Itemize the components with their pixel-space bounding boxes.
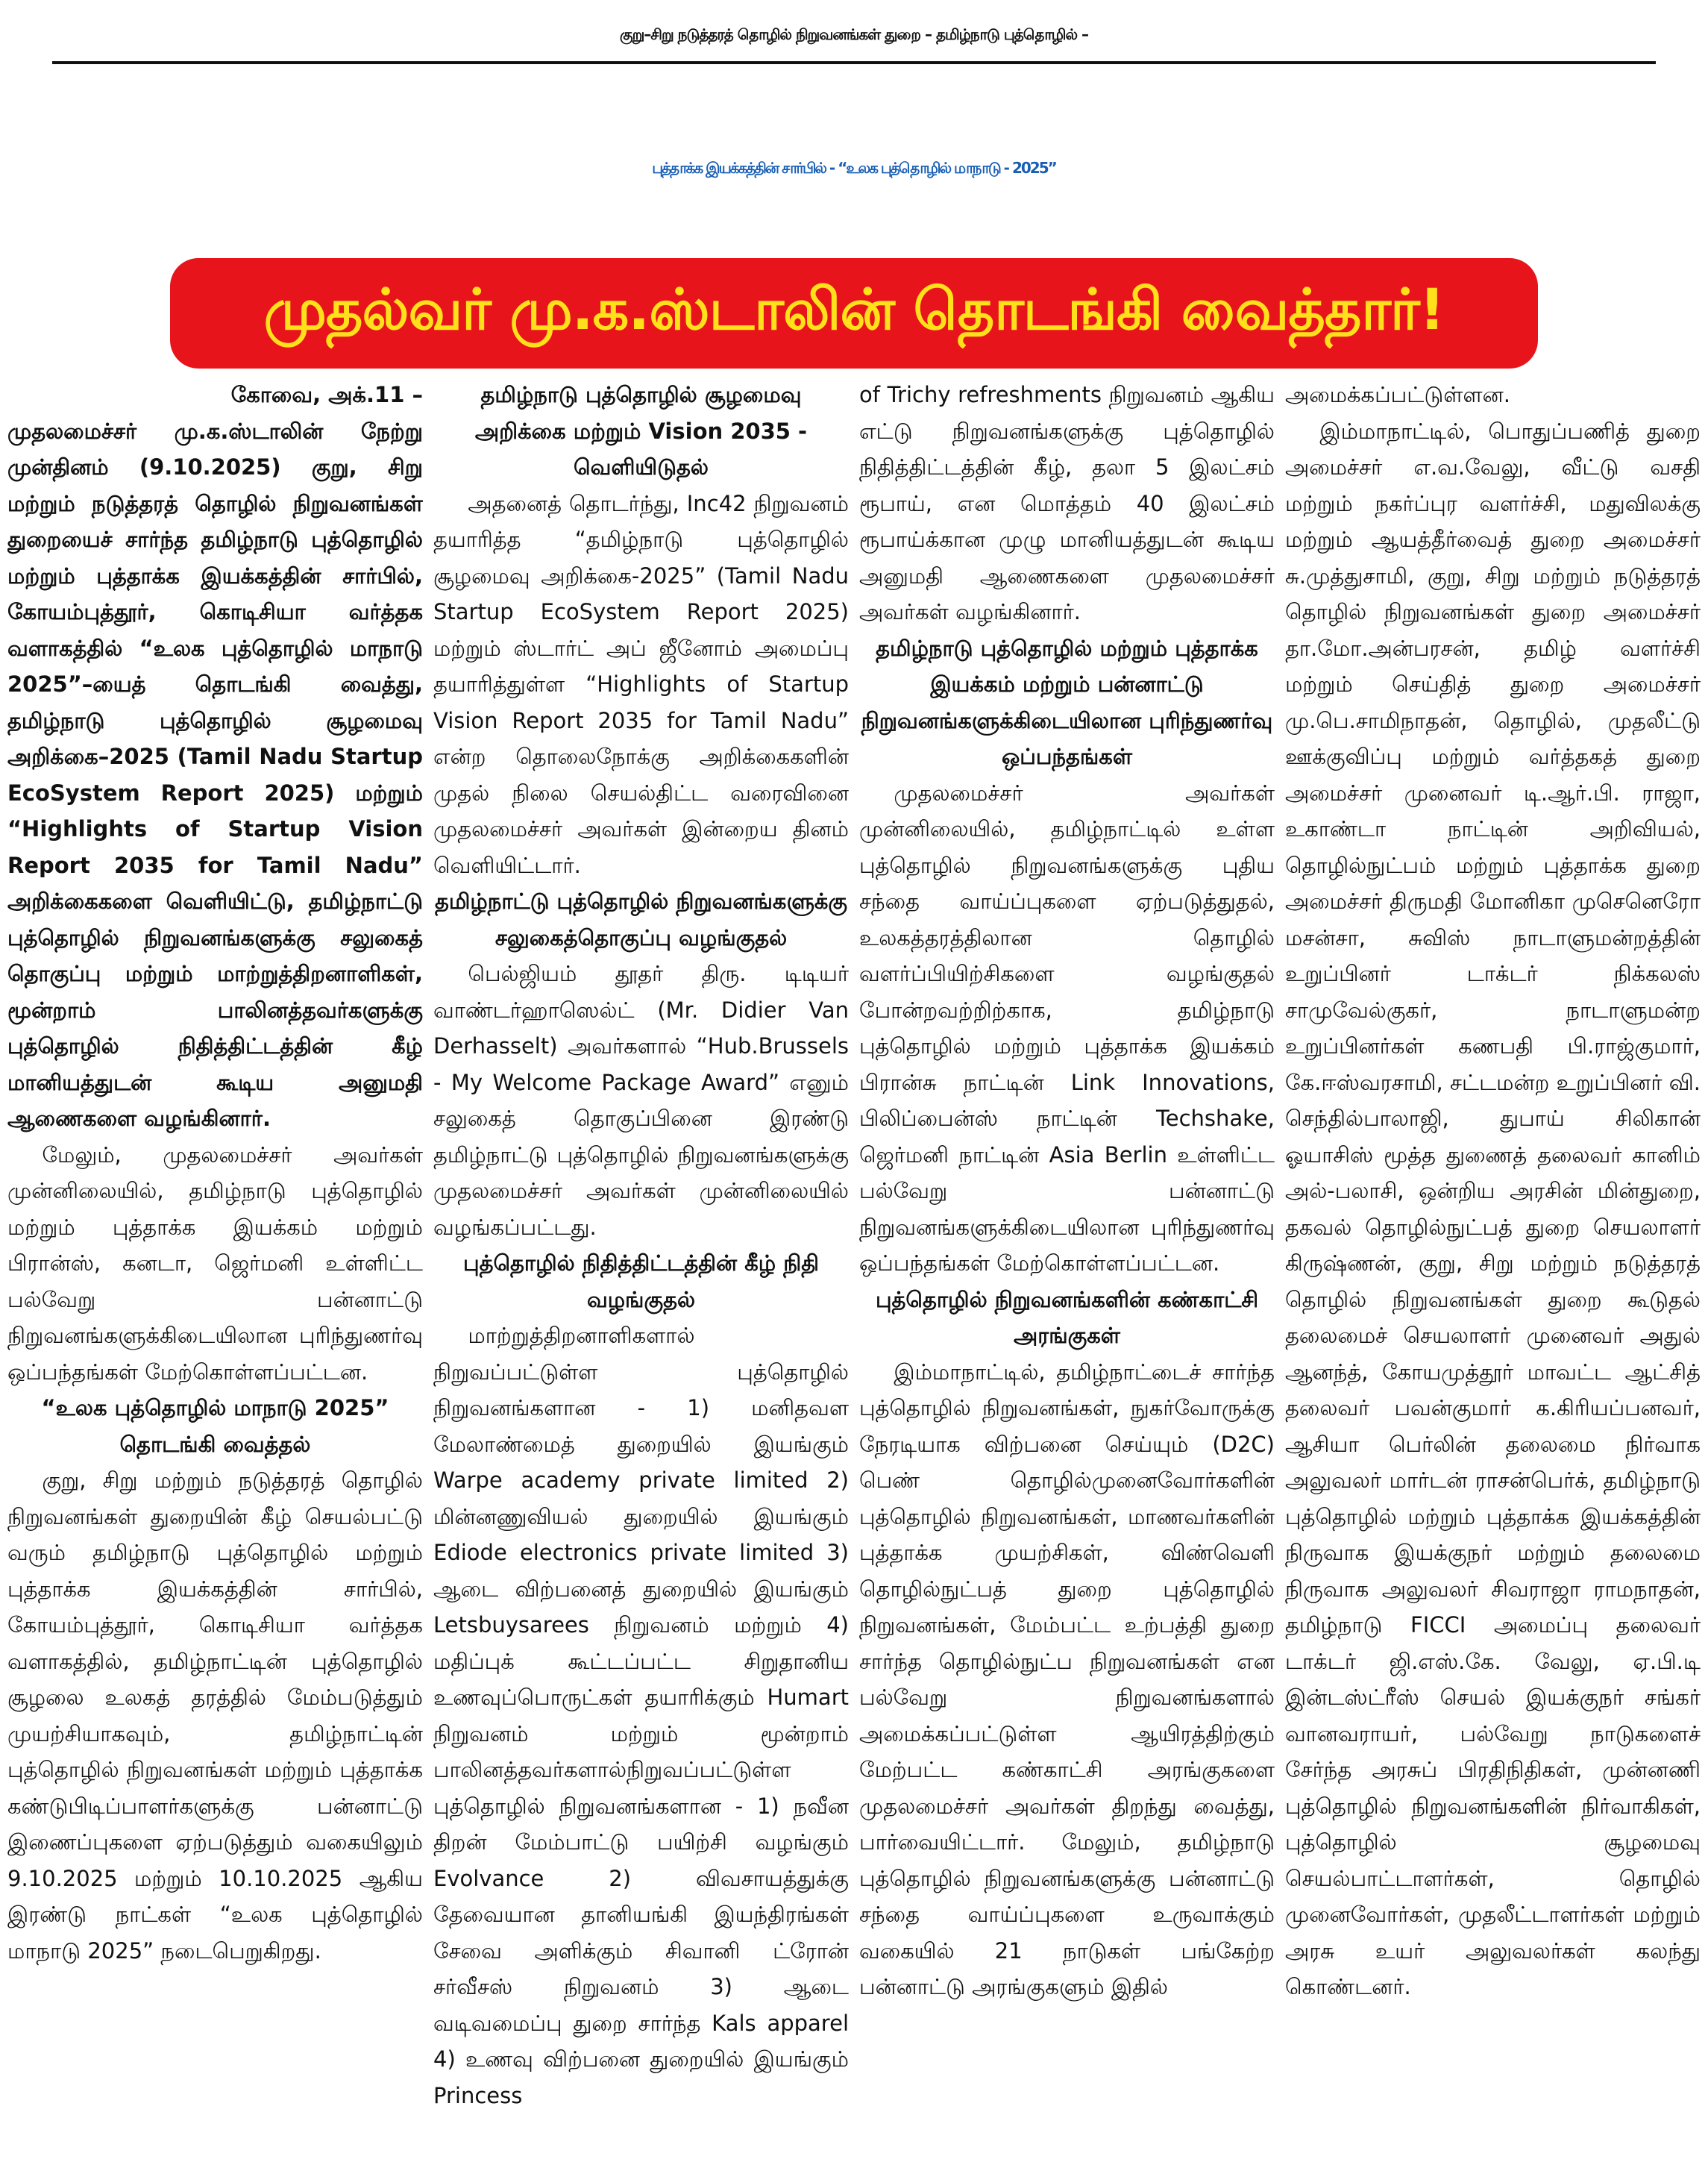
column-1 — [7, 377, 423, 2156]
paragraph: இம்மாநாட்டில், பொதுப்பணித் துறை அமைச்சர் எ.வ.வேலு, வீட்டு வசதி மற்றும் நகர்ப்புர வளர்ச்சி, மதுவிலக்கு மற்றும் ஆயத்தீர்வைத் துறை அமைச்சர் சு.முத்துசாமி, குறு, சிறு மற்றும் நடுத்தரத் தொழில் நிறுவனங்கள் துறை அமைச்சர் தா.மோ.அன்பரசன், தமிழ் வளர்ச்சி மற்றும் செய்தித் துறை அமைச்சர் மு.பெ.சாமிநாதன், தொழில், முதலீட்டு ஊக்குவிப்பு மற்றும் வர்த்தகத் துறை அமைச்சர் முனைவர் டி.ஆர்.பி. ராஜா, உகாண்டா நாட்டின் அறிவியல், தொழில்நுட்பம் மற்றும் புத்தாக்க துறை அமைச்சர் திருமதி மோனிகா முசெனெரோ மசன்சா, சுவிஸ் நாடாளுமன்றத்தின் உறுப்பினர் டாக்டர் நிக்கலஸ் சாமுவேல்குகர், நாடாளுமன்ற உறுப்பினர்கள் கணபதி பி.ராஜ்குமார், கே.ஈஸ்வரசாமி, சட்டமன்ற உறுப்பினர் வி. செந்தில்பாலாஜி, துபாய் சிலிகான் ஓயாசிஸ் மூத்த துணைத் தலைவர் கானிம் அல்-பலாசி, ஒன்றிய அரசின் மின்துறை, தகவல் தொழில்நுட்பத் துறை செயலாளர் கிருஷ்ணன், குறு, சிறு மற்றும் நடுத்தரத் தொழில் நிறுவனங்கள் துறை கூடுதல் தலைமைச் செயலாளர் முனைவர் அதுல் ஆனந்த், கோயமுத்தூர் மாவட்ட ஆட்சித் தலைவர் பவன்குமார் க.கிரியப்பனவர், ஆசியா பெர்லின் தலைமை நிர்வாக அலுவலர் மார்டன் ராசன்பெர்க், தமிழ்நாடு புத்தொழில் மற்றும் புத்தாக்க இயக்கத்தின் நிருவாக இயக்குநர் மற்றும் தலைமை நிருவாக அலுவலர் சிவராஜா ராமநாதன், தமிழ்நாடு FICCI அமைப்பு தலைவர் டாக்டர் ஜி.எஸ்.கே. வேலு, ஏ.பி.டி இன்டஸ்ட்ரீஸ் செயல் இயக்குநர் சங்கர் வானவராயர், பல்வேறு நாடுகளைச் சேர்ந்த அரசுப் பிரதிநிதிகள், முன்னணி புத்தொழில் நிறுவனங்களின் நிர்வாகிகள், புத்தொழில் சூழமைவு செயல்பாட்டாளர்கள், தொழில் முனைவோர்கள், முதலீட்டாளர்கள் மற்றும் அரசு உயர் அலுவலர்கள் கலந்து கொண்டனர். — [1285, 418, 1701, 1999]
section-heading: தமிழ்நாடு புத்தொழில் சூழமைவு அறிக்கை மற்றும் Vision 2035 - வெளியிடுதல் — [474, 382, 808, 480]
headline-banner — [170, 258, 1538, 369]
section-heading: தமிழ்நாட்டு புத்தொழில் நிறுவனங்களுக்கு சலுகைத்தொகுப்பு வழங்குதல் — [434, 889, 848, 950]
column-2 — [433, 377, 849, 2156]
paragraph: of Trichy refreshments நிறுவனம் ஆகிய எட்டு நிறுவனங்களுக்கு புத்தொழில் நிதித்திட்டத்தின் கீழ், தலா 5 இலட்சம் ரூபாய், என மொத்தம் 40 இலட்சம் ரூபாய்க்கான முழு மானியத்துடன் கூடிய அனுமதி ஆணைகளை முதலமைச்சர் அவர்கள் வழங்கினார். — [859, 382, 1275, 624]
dateline: கோவை, அக்.11 – — [230, 382, 423, 407]
paragraph: இம்மாநாட்டில், தமிழ்நாட்டைச் சார்ந்த புத்தொழில் நிறுவனங்கள், நுகர்வோருக்கு நேரடியாக விற்பனை செய்யும் (D2C) பெண் தொழில்முனைவோர்களின் புத்தொழில் நிறுவனங்கள், மாணவர்களின் புத்தாக்க முயற்சிகள், விண்வெளி தொழில்நுட்பத் துறை புத்தொழில் நிறுவனங்கள், மேம்பட்ட உற்பத்தி துறை சார்ந்த தொழில்நுட்ப நிறுவனங்கள் என பல்வேறு நிறுவனங்களால் அமைக்கப்பட்டுள்ள ஆயிரத்திற்கும் மேற்பட்ட கண்காட்சி அரங்குகளை முதலமைச்சர் அவர்கள் திறந்து வைத்து, பார்வையிட்டார். மேலும், தமிழ்நாடு புத்தொழில் நிறுவனங்களுக்கு பன்னாட்டு சந்தை வாய்ப்புகளை உருவாக்கும் வகையில் 21 நாடுகள் பங்கேற்ற பன்னாட்டு அரங்குகளும் இதில் — [859, 1359, 1275, 1999]
ministry-line: குறு–சிறு நடுத்தரத் தொழில் நிறுவனங்கள் துறை – தமிழ்நாடு புத்தொழில் – — [619, 25, 1089, 43]
paragraph: முதலமைச்சர் அவர்கள் முன்னிலையில், தமிழ்நாட்டில் உள்ள புத்தொழில் நிறுவனங்களுக்கு புதிய சந்தை வாய்ப்புகளை ஏற்படுத்துதல், உலகத்தரத்திலான தொழில் வளர்ப்பியிற்சிகளை வழங்குதல் போன்றவற்றிற்காக, தமிழ்நாடு புத்தொழில் மற்றும் புத்தாக்க இயக்கம் பிரான்சு நாட்டின் Link Innovations, பிலிப்பைன்ஸ் நாட்டின் Techshake, ஜெர்மனி நாட்டின் Asia Berlin உள்ளிட்ட பல்வேறு பன்னாட்டு நிறுவனங்களுக்கிடையிலான புரிந்துணர்வு ஒப்பந்தங்கள் மேற்கொள்ளப்பட்டன. — [859, 780, 1275, 1276]
paragraph: மேலும், முதலமைச்சர் அவர்கள் முன்னிலையில், தமிழ்நாடு புத்தொழில் மற்றும் புத்தாக்க இயக்கம் மற்றும் பிரான்ஸ், கனடா, ஜெர்மனி உள்ளிட்ட பல்வேறு பன்னாட்டு நிறுவனங்களுக்கிடையிலான புரிந்துணர்வு ஒப்பந்தங்கள் மேற்கொள்ளப்பட்டன. — [7, 1141, 423, 1385]
paragraph: மாற்றுத்திறனாளிகளால் நிறுவப்பட்டுள்ள புத்தொழில் நிறுவனங்களான - 1) மனிதவள மேலாண்மைத் துறையில் இயங்கும் Warpe academy private limited 2) மின்னணுவியல் துறையில் இயங்கும் Ediode electronics private limited 3) ஆடை விற்பனைத் துறையில் இயங்கும் Letsbuysarees நிறுவனம் மற்றும் 4) மதிப்புக் கூட்டப்பட்ட சிறுதானிய உணவுப்பொருட்கள் தயாரிக்கும் Humart நிறுவனம் மற்றும் மூன்றாம் பாலினத்தவர்களால்நிறுவப்பட்டுள்ள புத்தொழில் நிறுவனங்களான - 1) நவீன திறன் மேம்பாட்டு பயிற்சி வழங்கும் Evolvance 2) விவசாயத்துக்கு தேவையான தானியங்கி இயந்திரங்கள் சேவை அளிக்கும் சிவானி ட்ரோன் சர்வீசஸ் நிறுவனம் 3) ஆடை வடிவமைப்பு துறை சார்ந்த Kals apparel 4) உணவு விற்பனை துறையில் இயங்கும் Princess — [433, 1323, 849, 2108]
paragraph: பெல்ஜியம் தூதர் திரு. டிடியர் வாண்டர்ஹாஸெல்ட் (Mr. Didier Van Derhasselt) அவர்களால் “Hub.Brussels - My Welcome Package Award” எனும் சலுகைத் தொகுப்பினை இரண்டு தமிழ்நாட்டு புத்தொழில் நிறுவனங்களுக்கு முதலமைச்சர் அவர்கள் முன்னிலையில் வழங்கப்பட்டது. — [433, 961, 849, 1240]
section-heading: தமிழ்நாடு புத்தொழில் மற்றும் புத்தாக்க இயக்கம் மற்றும் பன்னாட்டு நிறுவனங்களுக்கிடையிலான புரிந்துணர்வு ஒப்பந்தங்கள் — [861, 635, 1273, 769]
column-3 — [859, 377, 1275, 2156]
ministry-line-underline — [52, 61, 1656, 64]
paragraph: அதனைத் தொடர்ந்து, Inc42 நிறுவனம் தயாரித்த “தமிழ்நாடு புத்தொழில் சூழமைவு அறிக்கை-2025” (Tamil Nadu Startup EcoSystem Report 2025) மற்றும் ஸ்டார்ட் அப் ஜீனோம் அமைப்பு தயாரித்துள்ள “Highlights of Startup Vision Report 2035 for Tamil Nadu” என்ற தொலைநோக்கு அறிக்கைகளின் முதல் நிலை செயல்திட்ட வரைவினை முதலமைச்சர் அவர்கள் இன்றைய தினம் வெளியிட்டார். — [433, 490, 849, 878]
section-heading: புத்தொழில் நிதித்திட்டத்தின் கீழ் நிதி வழங்குதல் — [462, 1250, 819, 1312]
section-heading: புத்தொழில் நிறுவனங்களின் கண்காட்சி அரங்குகள் — [875, 1286, 1259, 1348]
banner-text: முதல்வர் மு.க.ஸ்டாலின் தொடங்கி வைத்தார்! — [263, 276, 1445, 342]
article-columns — [7, 377, 1701, 2156]
main-headline: புத்தாக்க இயக்கத்தின் சார்பில் - “உலக புத்தொழில் மாநாடு - 2025” — [652, 159, 1056, 177]
section-heading: “உலக புத்தொழில் மாநாடு 2025” தொடங்கி வைத்தல் — [41, 1395, 389, 1457]
column-4 — [1285, 377, 1701, 2156]
lead-paragraph: முதலமைச்சர் மு.க.ஸ்டாலின் நேற்று முன்தினம் (9.10.2025) குறு, சிறு மற்றும் நடுத்தரத் தொழில் நிறுவனங்கள் துறையைச் சார்ந்த தமிழ்நாடு புத்தொழில் மற்றும் புத்தாக்க இயக்கத்தின் சார்பில், கோயம்புத்தூர், கொடிசியா வர்த்தக வளாகத்தில் “உலக புத்தொழில் மாநாடு 2025”–யைத் தொடங்கி வைத்து, தமிழ்நாடு புத்தொழில் சூழமைவு அறிக்கை–2025 (Tamil Nadu Startup EcoSystem Report 2025) மற்றும் “Highlights of Startup Vision Report 2035 for Tamil Nadu” அறிக்கைகளை வெளியிட்டு, தமிழ்நாட்டு புத்தொழில் நிறுவனங்களுக்கு சலுகைத் தொகுப்பு மற்றும் மாற்றுத்திறனாளிகள், மூன்றாம் பாலினத்தவர்களுக்கு புத்தொழில் நிதித்திட்டத்தின் கீழ் மானியத்துடன் கூடிய அனுமதி ஆணைகளை வழங்கினார். — [7, 418, 423, 1131]
paragraph: அமைக்கப்பட்டுள்ளன. — [1285, 382, 1510, 407]
paragraph: குறு, சிறு மற்றும் நடுத்தரத் தொழில் நிறுவனங்கள் துறையின் கீழ் செயல்பட்டு வரும் தமிழ்நாடு புத்தொழில் மற்றும் புத்தாக்க இயக்கத்தின் சார்பில், கோயம்புத்தூர், கொடிசியா வர்த்தக வளாகத்தில், தமிழ்நாட்டின் புத்தொழில் சூழலை உலகத் தரத்தில் மேம்படுத்தும் முயற்சியாகவும், தமிழ்நாட்டின் புத்தொழில் நிறுவனங்கள் மற்றும் புத்தாக்க கண்டுபிடிப்பாளர்களுக்கு பன்னாட்டு இணைப்புகளை ஏற்படுத்தும் வகையிலும் 9.10.2025 மற்றும் 10.10.2025 ஆகிய இரண்டு நாட்கள் “உலக புத்தொழில் மாநாடு 2025” நடைபெறுகிறது. — [7, 1467, 423, 1964]
